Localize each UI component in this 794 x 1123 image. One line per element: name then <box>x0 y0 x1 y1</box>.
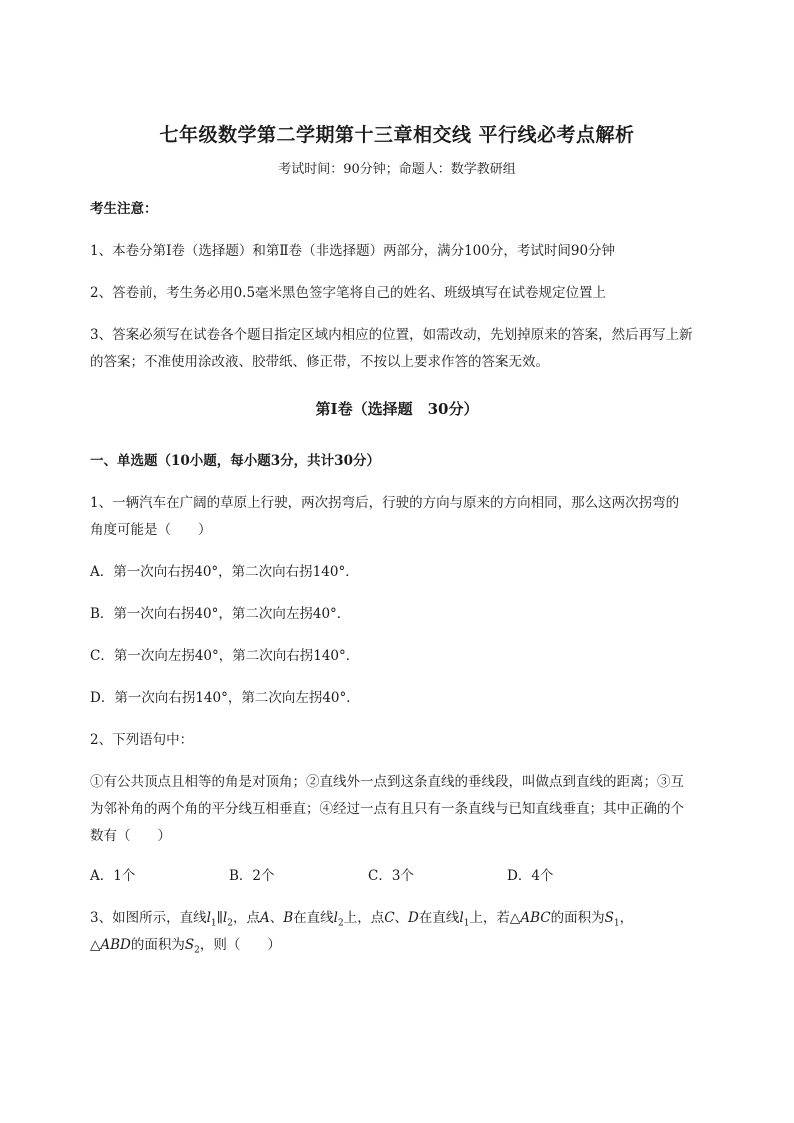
q2-body-1: ①有公共顶点且相等的角是对顶角；②直线外一点到这条直线的垂线段，叫做点到直线的距离；③互 <box>90 774 684 790</box>
math-sub: 2 <box>227 918 233 929</box>
q1-stem: 1、一辆汽车在广阔的草原上行驶，两次拐弯后，行驶的方向与原来的方向相同，那么这两次拐弯的 <box>90 495 680 511</box>
math-l2: l <box>222 910 228 926</box>
area-s2: S <box>184 937 195 953</box>
math-sub: 2 <box>337 918 344 929</box>
triangle-abc: ABC <box>520 910 551 926</box>
q3-text: 在直线 <box>418 910 460 926</box>
q3-text: ，则（ ） <box>199 937 281 953</box>
part-heading: 一、单选题（10小题，每小题3分，共计30分） <box>90 453 380 469</box>
q3-text: ，点 <box>232 910 260 926</box>
math-sub: 1 <box>613 918 620 929</box>
q3-text: 上，若△ <box>469 910 521 926</box>
q3-text: 在直线 <box>293 910 334 926</box>
q2-option-b: B．2个 <box>229 868 275 884</box>
exam-info: 考试时间：90分钟；命题人：数学教研组 <box>278 162 516 177</box>
q3-text: △ <box>90 937 101 953</box>
math-sub: 2 <box>194 945 200 956</box>
notice-item-3: 3、答案必须写在试卷各个题目指定区域内相应的位置，如需改动，先划掉原来的答案，然后再写上新 <box>90 327 693 343</box>
q2-body-2: 为邻补角的两个角的平分线互相垂直；④经过一点有且只有一条直线与已知直线垂直；其中正确的个 <box>90 801 684 817</box>
area-s1: S <box>604 910 614 926</box>
q3-text: 、 <box>269 910 284 926</box>
parallel-symbol: ∥ <box>216 910 223 926</box>
q3-text: 、 <box>394 910 409 926</box>
q1-option-a: A．第一次向右拐40°，第二次向右拐140°． <box>90 564 359 580</box>
q3-text: 上，点 <box>343 910 385 926</box>
point-c: C <box>384 910 395 926</box>
q2-option-d: D．4个 <box>507 868 554 884</box>
q1-option-d: D．第一次向右拐140°，第二次向左拐40°． <box>90 690 360 706</box>
section-title: 第I卷（选择题 30分） <box>315 400 479 418</box>
math-l1: l <box>206 910 211 926</box>
q3-text: 3、如图所示，直线 <box>90 910 207 926</box>
q2-option-c: C．3个 <box>368 868 414 884</box>
page-title: 七年级数学第二学期第十三章相交线 平行线必考点解析 <box>159 124 635 146</box>
q3-stem-cont <box>90 931 710 965</box>
math-l2: l <box>333 910 338 926</box>
q2-stem: 2、下列语句中： <box>90 732 194 748</box>
q3-text: 的面积为 <box>130 937 185 953</box>
q3-text: 的面积为 <box>550 910 605 926</box>
math-sub: 1 <box>463 918 470 929</box>
notice-heading: 考生注意： <box>90 201 158 217</box>
math-l1: l <box>459 910 464 926</box>
point-a: A <box>259 910 270 926</box>
triangle-abd: ABD <box>100 937 131 953</box>
math-sub: 1 <box>210 918 217 929</box>
q1-option-b: B．第一次向右拐40°，第二次向左拐40°． <box>90 606 351 622</box>
notice-item-2: 2、答卷前，考生务必用0.5毫米黑色签字笔将自己的姓名、班级填写在试卷规定位置上 <box>90 285 607 301</box>
q3-text: ， <box>619 910 634 926</box>
q2-body-3: 数有（ ） <box>90 828 171 844</box>
point-b: B <box>283 910 294 926</box>
notice-item-1: 1、本卷分第I卷（选择题）和第Ⅱ卷（非选择题）两部分，满分100分，考试时间90分钟 <box>90 243 616 259</box>
q1-option-c: C．第一次向左拐40°，第二次向右拐140°． <box>90 648 360 664</box>
notice-item-3-cont: 的答案；不准使用涂改液、胶带纸、修正带，不按以上要求作答的答案无效。 <box>90 354 549 370</box>
point-d: D <box>408 910 419 926</box>
q1-stem-cont: 角度可能是（ ） <box>90 522 212 538</box>
q2-option-a: A．1个 <box>90 868 136 884</box>
q2-options <box>90 862 710 890</box>
